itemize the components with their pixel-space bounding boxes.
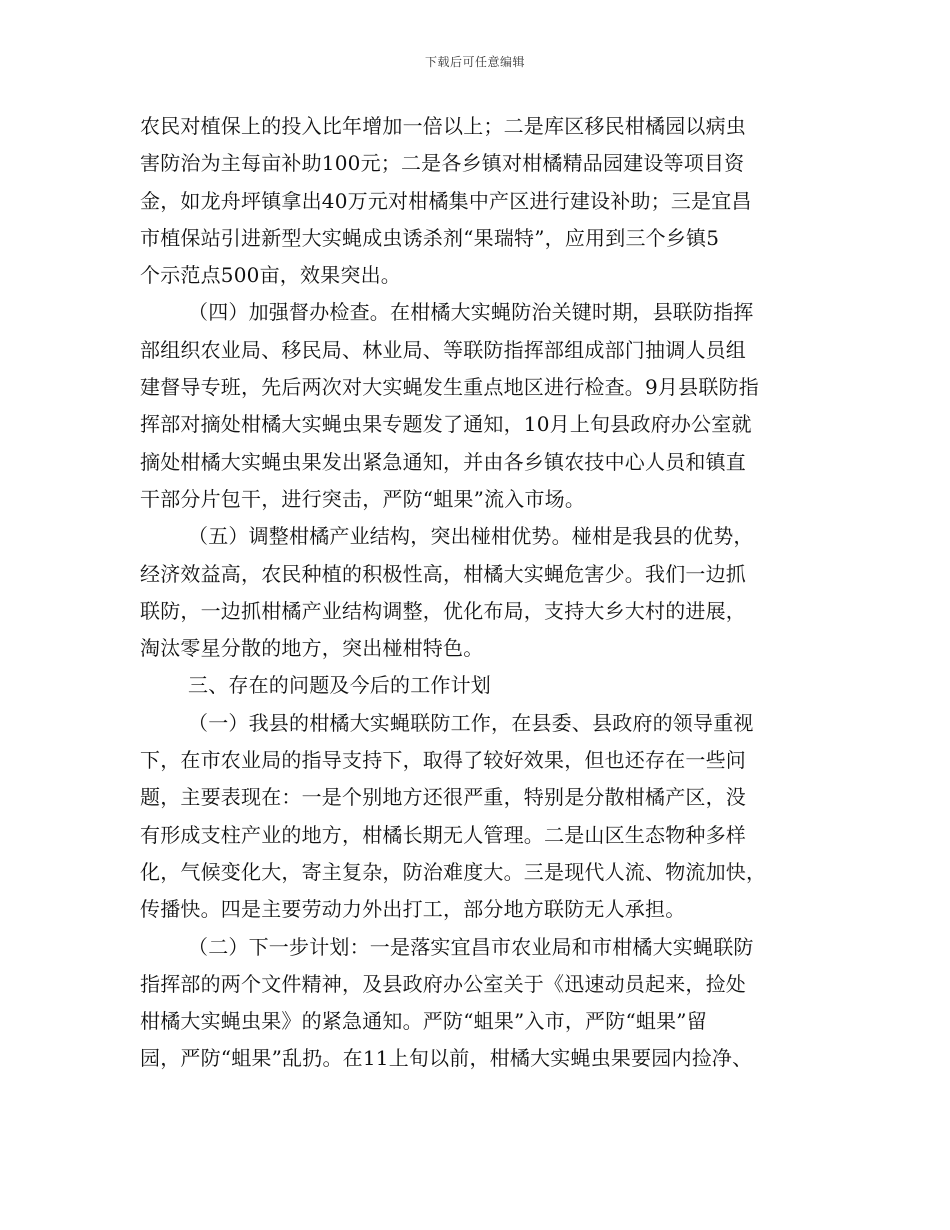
text-line: 部组织农业局、移民局、林业局、等联防指挥部组成部门抽调人员组 [140, 337, 746, 362]
text-line: 建督导专班，先后两次对大实蝇发生重点地区进行检查。9月县联防指 [140, 375, 759, 400]
paragraph-start-line: （二）下一步计划：一是落实宜昌市农业局和市柑橘大实蝇联防 [188, 934, 754, 959]
text-line: 害防治为主每亩补助100元；二是各乡镇对柑橘精品园建设等项目资 [140, 151, 745, 176]
text-line: 传播快。四是主要劳动力外出打工，部分地方联防无人承担。 [140, 897, 686, 922]
text-line: 农民对植保上的投入比年增加一倍以上；二是库区移民柑橘园以病虫 [140, 114, 746, 138]
section-heading: 三、存在的问题及今后的工作计划 [188, 673, 491, 698]
text-line: 园，严防“蛆果”乱扔。在11上旬以前，柑橘大实蝇虫果要园内捡净、 [140, 1046, 753, 1071]
text-line: 个示范点500亩，效果突出。 [140, 263, 401, 288]
text-line: 金，如龙舟坪镇拿出40万元对柑橘集中产区进行建设补助；三是宜昌 [140, 188, 752, 213]
text-line: 化，气候变化大，寄主复杂，防治难度大。三是现代人流、物流加快， [140, 859, 767, 884]
text-line: 市植保站引进新型大实蝇成虫诱杀剂“果瑞特”，应用到三个乡镇5 [140, 225, 720, 250]
text-line: 下，在市农业局的指导支持下，取得了较好效果，但也还存在一些问 [140, 748, 746, 773]
text-line: 淘汰零星分散的地方，突出椪柑特色。 [140, 636, 484, 661]
paragraph-start-line: （四）加强督办检查。在柑橘大实蝇防治关键时期，县联防指挥 [188, 300, 754, 325]
text-line: 挥部对摘处柑橘大实蝇虫果专题发了通知，10月上旬县政府办公室就 [140, 412, 752, 437]
text-line: 联防，一边抓柑橘产业结构调整，优化布局，支持大乡大村的进展， [140, 598, 746, 623]
text-line: 摘处柑橘大实蝇虫果发出紧急通知，并由各乡镇农技中心人员和镇直 [140, 449, 746, 474]
page-header: 下载后可任意编辑 [424, 55, 525, 69]
paragraph-start-line: （五）调整柑橘产业结构，突出椪柑优势。椪柑是我县的优势， [188, 524, 754, 549]
text-line: 题，主要表现在：一是个别地方还很严重，特别是分散柑橘产区，没 [140, 785, 746, 810]
text-line: 柑橘大实蝇虫果》的紧急通知。严防“蛆果”入市，严防“蛆果”留 [140, 1009, 707, 1034]
text-line: 指挥部的两个文件精神，及县政府办公室关于《迅速动员起来，捡处 [140, 971, 746, 996]
document-body [140, 108, 820, 1078]
text-line: 有形成支柱产业的地方，柑橘长期无人管理。二是山区生态物种多样 [140, 822, 746, 847]
text-line: 经济效益高，农民种植的积极性高，柑橘大实蝇危害少。我们一边抓 [140, 561, 746, 586]
paragraph-start-line: （一）我县的柑橘大实蝇联防工作，在县委、县政府的领导重视 [188, 710, 754, 735]
text-line: 干部分片包干，进行突击，严防“蛆果”流入市场。 [140, 486, 586, 511]
